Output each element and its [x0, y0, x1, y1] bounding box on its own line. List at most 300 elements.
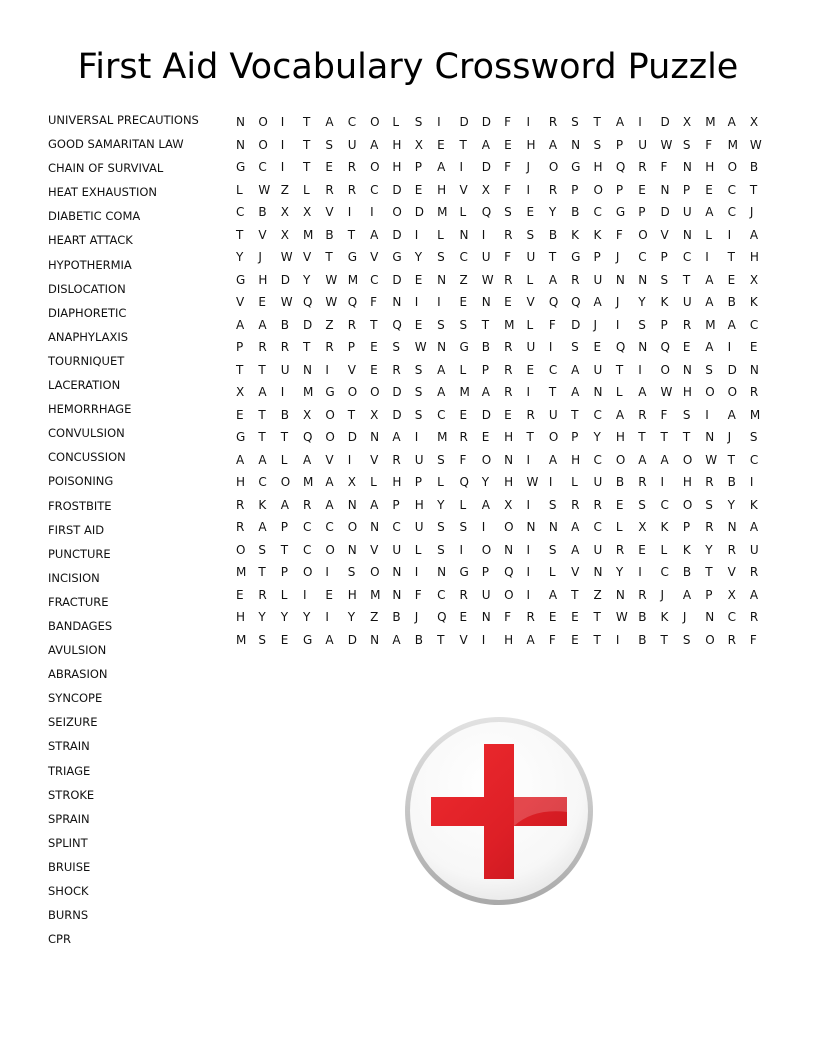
grid-letter: A — [481, 497, 490, 512]
grid-letter: T — [660, 632, 668, 647]
grid-letter: N — [548, 520, 558, 534]
grid-letter: A — [526, 632, 535, 647]
grid-letter: J — [660, 587, 665, 602]
grid-letter: C — [325, 520, 334, 534]
grid-letter: C — [370, 182, 379, 197]
grid-letter: S — [682, 407, 691, 422]
grid-letter: K — [660, 520, 669, 534]
grid-letter: L — [526, 317, 534, 332]
word-list-item: STRAIN — [48, 739, 90, 754]
grid-letter: B — [548, 227, 558, 242]
grid-letter: R — [504, 385, 513, 399]
grid-letter: R — [347, 182, 357, 197]
grid-letter: W — [660, 385, 673, 399]
word-list-item: DIABETIC COMA — [48, 209, 141, 224]
grid-letter: I — [325, 565, 329, 579]
grid-letter: S — [437, 317, 445, 332]
grid-letter: A — [749, 227, 759, 242]
grid-letter: T — [548, 250, 557, 264]
grid-letter: I — [437, 115, 441, 129]
grid-letter: N — [705, 430, 715, 444]
grid-letter: E — [504, 295, 512, 309]
word-list-item: AVULSION — [48, 643, 107, 658]
grid-letter: D — [347, 430, 357, 444]
grid-letter: B — [615, 475, 625, 489]
grid-letter: O — [705, 385, 715, 399]
grid-letter: L — [303, 182, 310, 197]
grid-letter: U — [682, 205, 692, 219]
grid-letter: N — [236, 115, 245, 129]
grid-letter: G — [459, 340, 469, 354]
grid-letter: I — [526, 542, 531, 557]
grid-letter: I — [526, 565, 531, 579]
grid-letter: H — [504, 430, 514, 444]
grid-letter: W — [414, 340, 427, 354]
grid-letter: R — [303, 497, 312, 512]
grid-letter: P — [682, 182, 691, 197]
word-list-item: STROKE — [48, 787, 95, 802]
grid-letter: I — [526, 115, 531, 129]
grid-letter: R — [504, 272, 513, 287]
grid-letter: M — [303, 227, 314, 242]
grid-letter: R — [526, 407, 535, 422]
grid-letter: V — [459, 632, 468, 647]
grid-letter: S — [414, 385, 423, 399]
grid-letter: D — [392, 407, 402, 422]
grid-letter: A — [392, 632, 401, 647]
grid-letter: R — [325, 182, 334, 197]
word-list-item: SYNCOPE — [48, 691, 103, 706]
grid-letter: G — [303, 632, 313, 647]
grid-letter: A — [571, 385, 580, 399]
grid-letter: S — [325, 137, 333, 152]
grid-letter: Y — [414, 250, 423, 264]
grid-letter: J — [526, 160, 531, 174]
grid-letter: O — [504, 520, 514, 534]
grid-letter: T — [727, 452, 735, 467]
grid-letter: A — [325, 475, 334, 489]
grid-letter: G — [615, 205, 626, 219]
grid-letter: Q — [303, 430, 313, 444]
grid-letter: T — [303, 340, 311, 354]
grid-letter: U — [638, 137, 647, 152]
grid-letter: O — [638, 227, 648, 242]
grid-letter: C — [303, 542, 312, 557]
grid-letter: I — [325, 362, 329, 377]
grid-letter: R — [236, 497, 245, 512]
grid-letter: B — [638, 632, 647, 647]
grid-letter: V — [526, 295, 535, 309]
grid-letter: C — [437, 587, 446, 602]
grid-letter: N — [504, 542, 514, 557]
grid-letter: B — [414, 632, 423, 647]
grid-letter: A — [236, 452, 245, 467]
grid-letter: F — [548, 632, 556, 647]
grid-letter: C — [593, 520, 602, 534]
grid-letter: T — [236, 362, 244, 377]
grid-letter: U — [392, 542, 402, 557]
grid-letter: Z — [459, 272, 468, 287]
grid-letter: S — [749, 430, 758, 444]
grid-letter: V — [370, 250, 379, 264]
grid-letter: C — [437, 407, 446, 422]
grid-letter: X — [638, 520, 647, 534]
grid-letter: K — [571, 227, 580, 242]
grid-letter: A — [437, 385, 446, 399]
grid-letter: N — [303, 362, 313, 377]
grid-letter: E — [749, 340, 758, 354]
grid-letter: A — [236, 317, 245, 332]
grid-letter: R — [638, 407, 647, 422]
grid-letter: S — [705, 497, 713, 512]
red-cross-icon — [404, 716, 594, 906]
word-list-item: BRUISE — [48, 859, 91, 874]
grid-letter: F — [749, 632, 757, 647]
grid-letter: S — [459, 520, 468, 534]
grid-letter: S — [437, 542, 445, 557]
grid-letter: R — [548, 115, 558, 129]
grid-letter: J — [682, 610, 687, 624]
grid-letter: P — [660, 317, 668, 332]
grid-letter: M — [705, 317, 716, 332]
grid-letter: A — [258, 520, 267, 534]
grid-letter: F — [504, 160, 512, 174]
grid-letter: H — [347, 587, 357, 602]
grid-letter: R — [347, 160, 357, 174]
grid-letter: I — [615, 632, 620, 647]
grid-letter: C — [727, 205, 736, 219]
grid-letter: V — [236, 295, 245, 309]
grid-letter: U — [548, 407, 558, 422]
grid-letter: H — [236, 610, 246, 624]
grid-letter: I — [526, 452, 531, 467]
grid-letter: Y — [437, 497, 445, 512]
grid-letter: D — [392, 385, 402, 399]
grid-letter: R — [459, 430, 468, 444]
grid-letter: I — [548, 475, 553, 489]
grid-letter: H — [392, 160, 402, 174]
word-list-item: DISLOCATION — [48, 281, 126, 296]
grid-letter: I — [481, 520, 486, 534]
grid-letter: M — [749, 407, 761, 422]
grid-letter: N — [370, 430, 380, 444]
grid-letter: D — [347, 632, 357, 647]
grid-letter: E — [258, 295, 266, 309]
grid-letter: N — [615, 272, 625, 287]
grid-letter: O — [280, 475, 291, 489]
grid-letter: O — [392, 205, 402, 219]
grid-letter: O — [615, 452, 626, 467]
grid-letter: Y — [548, 205, 557, 219]
grid-letter: A — [571, 542, 580, 557]
grid-letter: V — [258, 227, 267, 242]
grid-letter: R — [236, 520, 245, 534]
grid-letter: D — [414, 205, 424, 219]
grid-letter: D — [481, 160, 492, 174]
grid-letter: W — [615, 610, 628, 624]
grid-letter: L — [459, 497, 467, 512]
grid-letter: I — [459, 160, 463, 174]
grid-letter: W — [749, 137, 762, 152]
grid-letter: A — [481, 385, 490, 399]
grid-letter: R — [459, 587, 468, 602]
grid-letter: V — [571, 565, 580, 579]
grid-letter: S — [571, 340, 579, 354]
grid-letter: T — [258, 362, 266, 377]
grid-letter: B — [727, 295, 736, 309]
grid-letter: P — [682, 520, 691, 534]
grid-letter: J — [258, 250, 262, 264]
grid-letter: P — [481, 565, 490, 579]
grid-letter: X — [303, 205, 312, 219]
grid-letter: T — [437, 632, 445, 647]
grid-letter: P — [660, 250, 668, 264]
grid-letter: H — [414, 497, 424, 512]
grid-letter: O — [303, 565, 313, 579]
grid-letter: G — [325, 385, 335, 399]
grid-letter: V — [727, 565, 736, 579]
grid-letter: H — [615, 430, 625, 444]
grid-letter: O — [370, 565, 380, 579]
grid-letter: N — [481, 610, 491, 624]
grid-letter: O — [258, 137, 268, 152]
grid-letter: U — [593, 542, 603, 557]
grid-letter: Y — [258, 610, 266, 624]
grid-letter: C — [303, 520, 312, 534]
grid-letter: S — [414, 362, 423, 377]
grid-letter: N — [727, 520, 737, 534]
word-list-item: CONCUSSION — [48, 450, 126, 465]
grid-letter: B — [258, 205, 267, 219]
grid-letter: E — [414, 317, 423, 332]
grid-letter: V — [325, 452, 334, 467]
word-list-item: DIAPHORETIC — [48, 305, 127, 320]
grid-letter: S — [414, 115, 423, 129]
grid-letter: K — [660, 610, 669, 624]
grid-letter: T — [280, 430, 289, 444]
grid-letter: N — [682, 362, 692, 377]
grid-letter: O — [325, 407, 335, 422]
grid-letter: F — [504, 115, 512, 129]
grid-letter: S — [414, 407, 423, 422]
grid-letter: S — [437, 250, 445, 264]
grid-letter: Q — [548, 295, 559, 309]
word-list-item: LACERATION — [48, 378, 121, 393]
word-list-item: ABRASION — [48, 667, 108, 682]
grid-letter: H — [705, 160, 715, 174]
grid-letter: H — [258, 272, 268, 287]
grid-letter: C — [727, 182, 736, 197]
grid-letter: M — [236, 632, 247, 647]
grid-letter: I — [481, 632, 486, 647]
grid-letter: P — [481, 362, 490, 377]
grid-letter: N — [615, 587, 625, 602]
grid-letter: T — [258, 430, 266, 444]
grid-letter: N — [593, 385, 603, 399]
grid-letter: C — [370, 272, 379, 287]
grid-letter: E — [571, 632, 579, 647]
grid-letter: D — [481, 115, 492, 129]
grid-letter: V — [370, 452, 379, 467]
grid-letter: A — [370, 227, 379, 242]
grid-letter: Q — [615, 340, 626, 354]
grid-letter: G — [392, 250, 402, 264]
grid-letter: N — [347, 497, 357, 512]
grid-letter: F — [660, 407, 668, 422]
grid-letter: H — [593, 160, 603, 174]
grid-letter: B — [481, 340, 491, 354]
grid-letter: O — [258, 115, 268, 129]
grid-letter: A — [727, 317, 736, 332]
grid-letter: O — [325, 430, 335, 444]
grid-letter: R — [325, 340, 334, 354]
grid-letter: R — [504, 227, 513, 242]
grid-letter: R — [392, 362, 401, 377]
grid-letter: S — [705, 362, 713, 377]
grid-letter: H — [437, 182, 447, 197]
grid-letter: R — [682, 317, 692, 332]
grid-letter: T — [347, 407, 356, 422]
word-list-item: INCISION — [48, 570, 100, 585]
grid-letter: Y — [727, 497, 735, 512]
grid-letter: A — [548, 137, 558, 152]
grid-letter: I — [749, 475, 754, 489]
grid-letter: A — [481, 137, 490, 152]
grid-letter: O — [727, 160, 738, 174]
grid-letter: O — [705, 632, 715, 647]
word-list-item: UNIVERSAL PRECAUTIONS — [48, 113, 199, 127]
word-list-item: ANAPHYLAXIS — [48, 329, 129, 344]
grid-letter: D — [660, 115, 670, 129]
grid-letter: Q — [347, 295, 358, 309]
grid-letter: S — [392, 340, 401, 354]
grid-letter: S — [258, 632, 266, 647]
grid-letter: E — [236, 407, 244, 422]
grid-letter: A — [571, 520, 580, 534]
word-list-item: HEAT EXHAUSTION — [48, 185, 158, 200]
grid-letter: X — [303, 407, 312, 422]
grid-letter: S — [437, 520, 445, 534]
grid-letter: Q — [437, 610, 447, 624]
grid-letter: C — [593, 407, 602, 422]
grid-letter: I — [414, 227, 419, 242]
grid-letter: M — [504, 317, 515, 332]
grid-letter: U — [481, 250, 491, 264]
grid-letter: A — [727, 407, 736, 422]
grid-letter: X — [280, 227, 289, 242]
grid-letter: Q — [615, 160, 626, 174]
grid-letter: A — [258, 452, 267, 467]
grid-letter: Y — [615, 565, 624, 579]
grid-letter: F — [504, 182, 512, 197]
grid-letter: W — [258, 182, 271, 197]
grid-letter: T — [593, 610, 601, 624]
grid-letter: D — [303, 317, 313, 332]
grid-letter: F — [370, 295, 377, 309]
grid-letter: Y — [347, 610, 356, 624]
word-list-item: FIRST AID — [48, 522, 105, 537]
grid-letter: I — [280, 137, 285, 152]
grid-letter: P — [571, 430, 579, 444]
grid-letter: F — [705, 137, 713, 152]
grid-letter: S — [660, 272, 669, 287]
grid-letter: E — [638, 182, 646, 197]
grid-letter: W — [280, 295, 293, 309]
grid-letter: C — [236, 205, 245, 219]
grid-letter: N — [459, 227, 469, 242]
grid-letter: T — [660, 430, 668, 444]
grid-letter: U — [593, 475, 603, 489]
grid-letter: Q — [660, 340, 670, 354]
grid-letter: H — [682, 385, 692, 399]
grid-letter: D — [459, 115, 469, 129]
grid-letter: E — [459, 610, 468, 624]
grid-letter: I — [325, 610, 329, 624]
grid-letter: T — [303, 160, 311, 174]
grid-letter: S — [459, 317, 468, 332]
grid-letter: A — [638, 385, 647, 399]
grid-letter: C — [727, 610, 736, 624]
grid-letter: R — [615, 542, 625, 557]
grid-letter: C — [593, 452, 602, 467]
grid-letter: E — [504, 407, 512, 422]
grid-letter: E — [504, 137, 512, 152]
grid-letter: N — [660, 182, 670, 197]
word-list-item: PUNCTURE — [48, 546, 111, 561]
grid-letter: A — [437, 160, 446, 174]
grid-letter: N — [705, 610, 715, 624]
grid-letter: E — [593, 340, 602, 354]
grid-letter: V — [303, 250, 312, 264]
grid-letter: M — [437, 430, 448, 444]
grid-letter: D — [727, 362, 737, 377]
grid-letter: L — [459, 362, 467, 377]
grid-letter: L — [437, 475, 444, 489]
word-list-item: SHOCK — [48, 884, 89, 898]
grid-letter: Y — [481, 475, 490, 489]
grid-letter: X — [749, 272, 759, 287]
grid-letter: F — [504, 610, 512, 624]
grid-letter: E — [370, 340, 378, 354]
grid-letter: G — [347, 250, 358, 264]
grid-letter: F — [504, 250, 512, 264]
grid-letter: E — [548, 610, 557, 624]
grid-letter: G — [571, 250, 581, 264]
grid-letter: R — [593, 497, 602, 512]
grid-letter: T — [571, 407, 579, 422]
grid-letter: B — [280, 317, 289, 332]
grid-letter: C — [459, 250, 468, 264]
grid-letter: D — [392, 182, 402, 197]
word-list-item: HEART ATTACK — [48, 233, 133, 248]
page-title: First Aid Vocabulary Crossword Puzzle — [77, 47, 739, 87]
word-list-item: HEMORRHAGE — [48, 402, 132, 417]
grid-letter: I — [548, 340, 553, 354]
grid-letter: N — [593, 565, 603, 579]
grid-letter: G — [459, 565, 469, 579]
grid-letter: K — [593, 227, 602, 242]
grid-letter: W — [325, 272, 338, 287]
grid-letter: O — [727, 385, 738, 399]
grid-letter: L — [548, 565, 556, 579]
grid-letter: R — [727, 632, 736, 647]
grid-letter: A — [682, 587, 692, 602]
grid-letter: I — [347, 452, 352, 467]
grid-letter: L — [280, 587, 288, 602]
grid-letter: E — [682, 340, 691, 354]
grid-letter: V — [325, 205, 334, 219]
grid-letter: W — [481, 272, 494, 287]
